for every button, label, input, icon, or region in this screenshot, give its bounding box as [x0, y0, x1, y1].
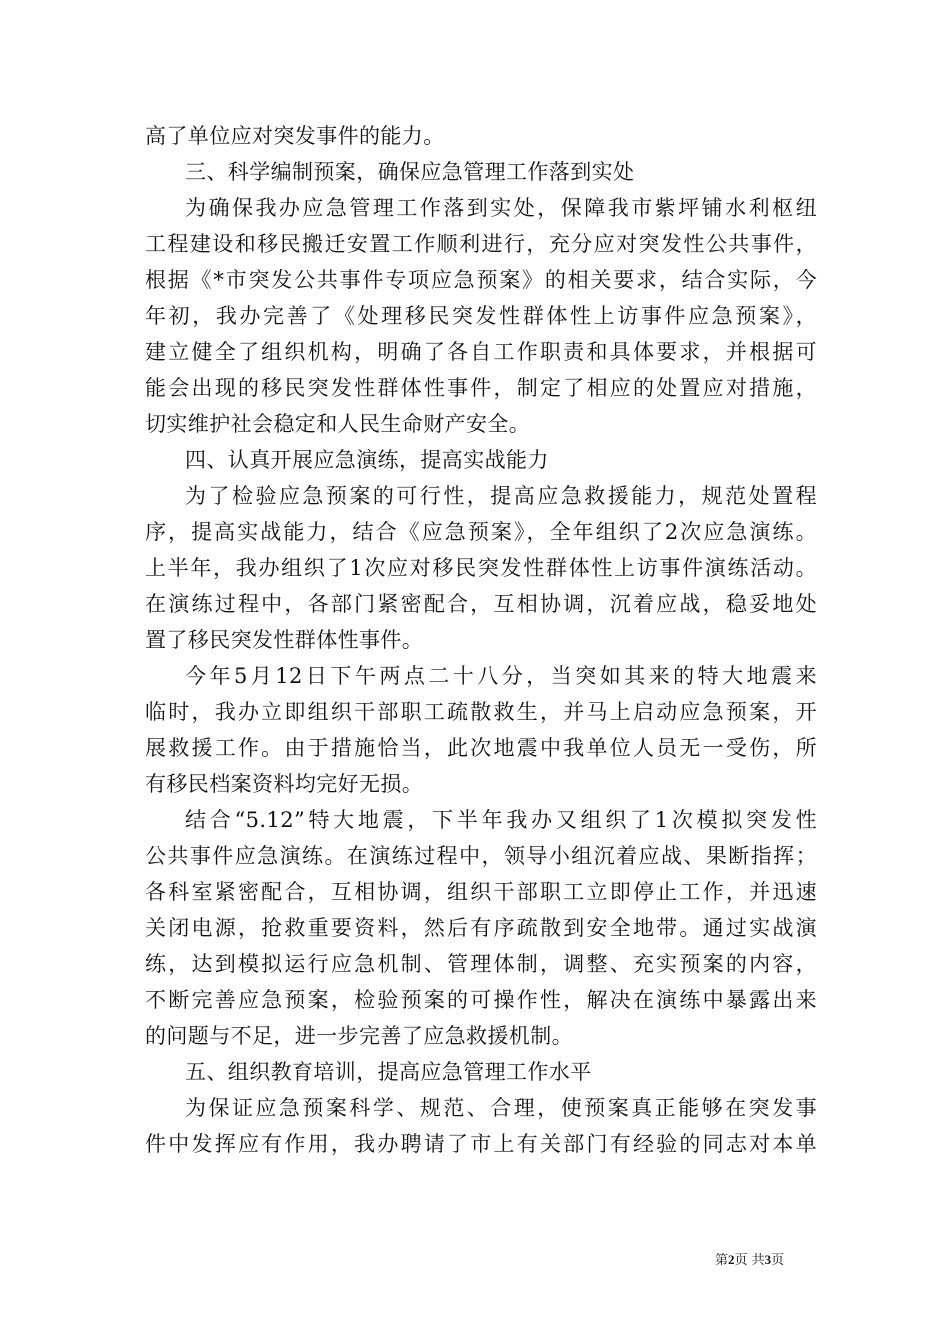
text-line: 四、认真开展应急演练，提高实战能力: [185, 448, 549, 472]
text-line: 序，提高实战能力，结合《应急预案》，全年组织了2次应急演练。: [145, 520, 817, 544]
text-line: 切实维护社会稳定和人民生命财产安全。: [145, 412, 531, 436]
body-text: [145, 118, 817, 1162]
text-line: 有移民档案资料均完好无损。: [145, 772, 424, 796]
page-footer: [715, 1251, 784, 1270]
text-line: 结合“5.12”特大地震，下半年我办又组织了1次模拟突发性: [185, 808, 817, 832]
text-line: 各科室紧密配合，互相协调，组织干部职工立即停止工作，并迅速: [145, 880, 817, 904]
text-line: 年初，我办完善了《处理移民突发性群体性上访事件应急预案》，: [145, 304, 817, 328]
text-line: 置了移民突发性群体性事件。: [145, 628, 424, 652]
text-line: 练，达到模拟运行应急机制、管理体制，调整、充实预案的内容，: [145, 952, 817, 976]
text-line: 今年5月12日下午两点二十八分，当突如其来的特大地震来: [185, 664, 817, 688]
text-line: 的问题与不足，进一步完善了应急救援机制。: [145, 1024, 573, 1048]
text-line: 为保证应急预案科学、规范、合理，使预案真正能够在突发事: [185, 1096, 817, 1120]
text-line: 上半年，我办组织了1次应对移民突发性群体性上访事件演练活动。: [145, 556, 817, 580]
footer-prefix: 第: [715, 1253, 729, 1268]
text-line: 工程建设和移民搬迁安置工作顺利进行，充分应对突发性公共事件，: [145, 232, 817, 256]
text-line: 五、组织教育培训，提高应急管理工作水平: [185, 1060, 592, 1084]
text-line: 建立健全了组织机构，明确了各自工作职责和具体要求，并根据可: [145, 340, 817, 364]
text-line: 不断完善应急预案，检验预案的可操作性，解决在演练中暴露出来: [145, 988, 817, 1012]
text-line: 关闭电源，抢救重要资料，然后有序疏散到安全地带。通过实战演: [145, 916, 817, 940]
total-pages-number: 3: [764, 1252, 772, 1267]
text-line: 临时，我办立即组织干部职工疏散救生，并马上启动应急预案，开: [145, 700, 817, 724]
current-page-number: 2: [728, 1252, 735, 1267]
footer-suffix: 页: [771, 1253, 785, 1268]
text-line: 为了检验应急预案的可行性，提高应急救援能力，规范处置程: [185, 484, 817, 508]
text-line: 根据《*市突发公共事件专项应急预案》的相关要求，结合实际，今: [145, 268, 817, 292]
text-line: 为确保我办应急管理工作落到实处，保障我市紫坪铺水利枢纽: [185, 196, 817, 220]
text-line: 展救援工作。由于措施恰当，此次地震中我单位人员无一受伤，所: [145, 736, 817, 760]
text-line: 在演练过程中，各部门紧密配合，互相协调，沉着应战，稳妥地处: [145, 592, 817, 616]
text-line: 件中发挥应有作用，我办聘请了市上有关部门有经验的同志对本单: [145, 1132, 817, 1156]
text-line: 高了单位应对突发事件的能力。: [145, 124, 445, 148]
text-line: 能会出现的移民突发性群体性事件，制定了相应的处置应对措施，: [145, 376, 817, 400]
text-line: 公共事件应急演练。在演练过程中，领导小组沉着应战、果断指挥；: [145, 844, 817, 868]
text-line: 三、科学编制预案，确保应急管理工作落到实处: [185, 160, 635, 184]
footer-middle: 页 共: [734, 1253, 765, 1268]
